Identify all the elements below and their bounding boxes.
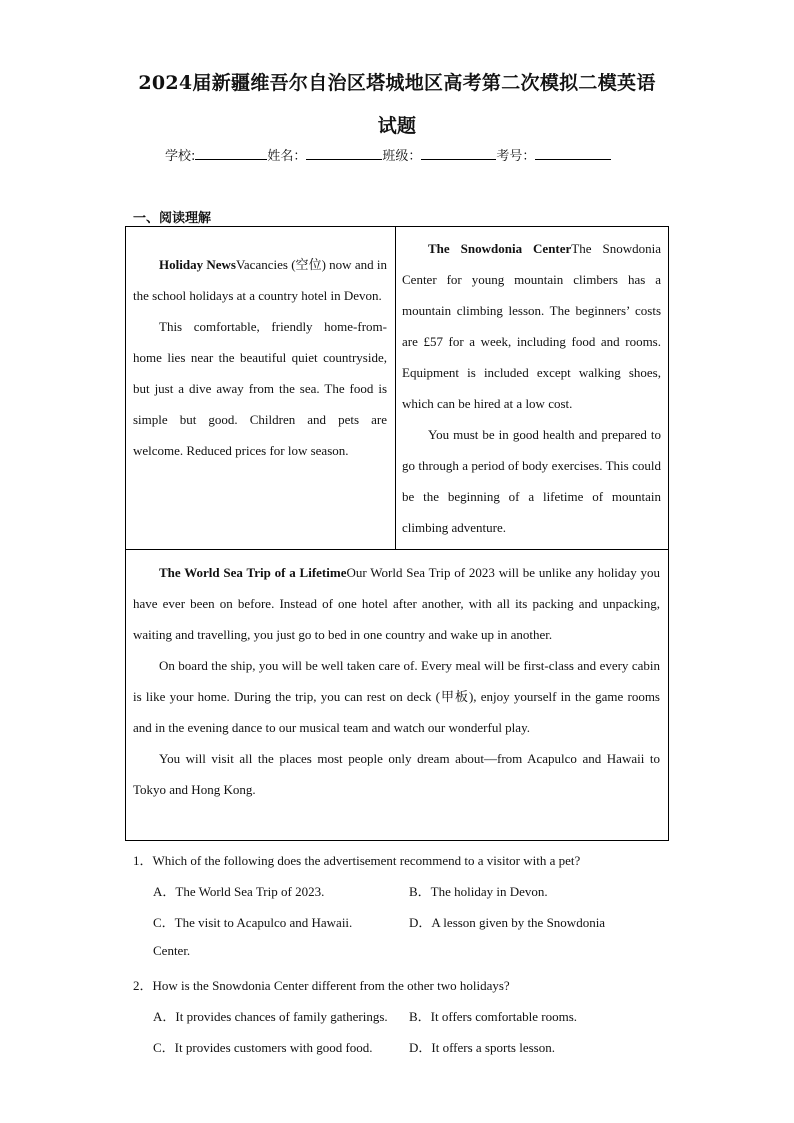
section-heading: 一、阅读理解 xyxy=(133,211,212,226)
exam-title-line1: 2024届新疆维吾尔自治区塔城地区高考第二次模拟二模英语 xyxy=(138,72,656,94)
box1-heading: Holiday News xyxy=(159,257,236,272)
class-label: 班级： xyxy=(382,149,422,164)
school-label: 学校: xyxy=(165,149,196,164)
school-blank[interactable] xyxy=(195,147,267,160)
number-label: 考号： xyxy=(496,149,536,164)
question-1-option-b[interactable]: B．The holiday in Devon. xyxy=(409,884,548,899)
class-blank[interactable] xyxy=(421,147,496,160)
question-2-stem: 2．How is the Snowdonia Center different from the other two holidays? xyxy=(133,978,510,993)
question-1-stem: 1．Which of the following does the advertisement recommend to a visitor with a pet? xyxy=(133,853,581,868)
name-label: 姓名： xyxy=(267,149,307,164)
passage-box-snowdonia xyxy=(402,233,661,543)
box2-p2: You must be in good health and prepared to go through a period of body exercises. This could be the beginning of a lifetime of mountain climbing adventure. xyxy=(402,427,661,535)
question-2-option-a[interactable]: A．It provides chances of family gatherings. xyxy=(153,1009,388,1024)
box2-p1: The Snowdonia Center for young mountain climbers has a mountain climbing lesson. The beginners’ costs are £57 for a week, including food and rooms. Equipment is included except walking shoes, which can be hired at a low cost. xyxy=(402,241,661,411)
box3-heading: The World Sea Trip of a Lifetime xyxy=(159,565,347,580)
passage-box-holiday-news xyxy=(133,249,387,466)
box2-heading: The Snowdonia Center xyxy=(428,241,572,256)
table-divider-vertical xyxy=(395,227,396,549)
box1-p1: Vacancies (空位) now and in the school holidays at a country hotel in Devon. xyxy=(133,257,388,303)
student-info-line xyxy=(165,145,611,164)
question-2-option-b[interactable]: B．It offers comfortable rooms. xyxy=(409,1009,577,1024)
question-1-option-c[interactable]: C．The visit to Acapulco and Hawaii. xyxy=(153,915,353,930)
number-blank[interactable] xyxy=(535,147,611,160)
box3-p3: You will visit all the places most people only dream about—from Acapulco and Hawaii to Tokyo and Hong Kong. xyxy=(133,751,660,797)
box1-p2: This comfortable, friendly home-from-home lies near the beautiful quiet countryside, but just a dive away from the sea. The food is simple but good. Children and pets are welcome. Reduced prices for low season. xyxy=(133,319,387,458)
exam-title-line2: 试题 xyxy=(377,115,417,137)
question-2-option-c[interactable]: C．It provides customers with good food. xyxy=(153,1040,373,1055)
box3-p2: On board the ship, you will be well taken care of. Every meal will be first-class and every cabin is like your home. During the trip, you can rest on deck (甲板), enjoy yourself in the game rooms and in the evening dance to our musical team and watch our wonderful play. xyxy=(133,658,660,735)
question-1-option-d-continued: Center. xyxy=(153,943,191,958)
reading-passage-table xyxy=(125,226,669,841)
question-1-option-a[interactable]: A．The World Sea Trip of 2023. xyxy=(153,884,325,899)
question-1-option-d[interactable]: D．A lesson given by the Snowdonia xyxy=(409,915,606,930)
passage-box-world-sea-trip xyxy=(133,557,660,805)
table-divider-horizontal xyxy=(126,549,668,550)
box3-p1: Our World Sea Trip of 2023 will be unlike any holiday you have ever been on before. Instead of one hotel after another, with all its packing and unpacking, waiting and travelling, you just go to bed in one country and wake up in another. xyxy=(133,565,660,642)
question-2-option-d[interactable]: D．It offers a sports lesson. xyxy=(409,1040,555,1055)
name-blank[interactable] xyxy=(306,147,382,160)
